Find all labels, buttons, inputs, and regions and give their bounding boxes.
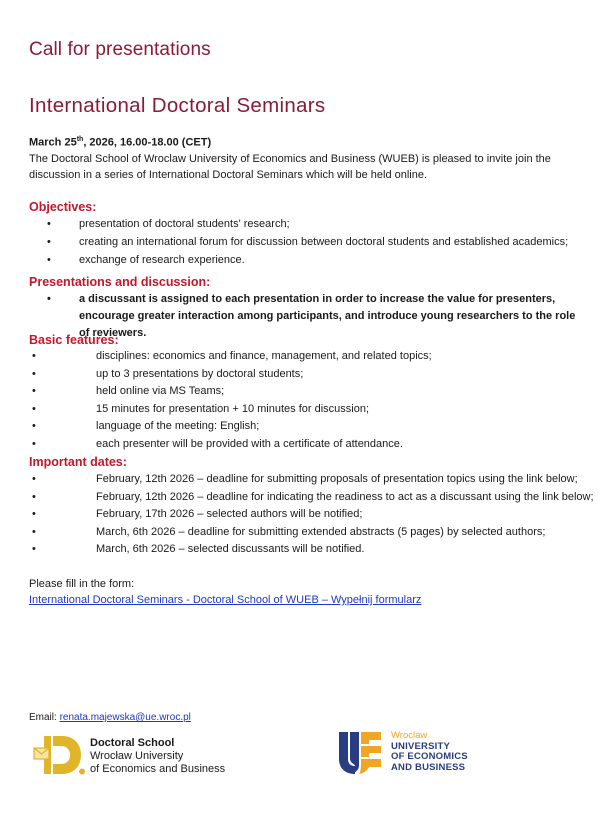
list-item (43, 291, 583, 342)
features-heading: Basic features: (29, 333, 119, 347)
bullet-icon: • (47, 293, 51, 305)
bullet-icon: • (32, 367, 36, 380)
objectives-heading: Objectives: (29, 200, 97, 214)
bullet-icon: • (47, 254, 51, 266)
list-item-text: March, 6th 2026 – selected discussants will be notified. (96, 543, 365, 555)
bullet-icon: • (32, 473, 36, 485)
ue-name-line2: OF ECONOMICS (391, 751, 468, 762)
features-list (29, 348, 432, 453)
ds-name-line1: Doctoral School (90, 737, 175, 749)
list-item-text: March, 6th 2026 – deadline for submitting extended abstracts (5 pages) by selected authors; (96, 525, 546, 538)
list-item (29, 506, 594, 524)
list-item-text: a discussant is assigned to each presentation in order to increase the value for presenters, encourage greater interaction among participants, and introduce young researchers to the role of reviewers. (79, 293, 576, 339)
list-item-text: held online via MS Teams; (96, 385, 225, 397)
doctoral-school-name (90, 737, 225, 776)
list-item (29, 383, 432, 401)
event-date-ordinal: th (76, 136, 84, 143)
event-date-time: , 2026, 16.00-18.00 (CET) (83, 136, 212, 149)
ue-name-line1: UNIVERSITY (391, 740, 451, 752)
presentations-heading: Presentations and discussion: (29, 275, 211, 289)
bullet-icon: • (47, 218, 51, 230)
bullet-icon: • (32, 437, 36, 450)
registration-form-link[interactable]: International Doctoral Seminars - Doctoral School of WUEB – Wypełnij formularz (29, 594, 422, 606)
form-label: Please fill in the form: (29, 578, 135, 590)
list-item-text: creating an international forum for discussion between doctoral students and established academics; (79, 235, 569, 248)
bullet-icon: • (32, 385, 36, 397)
bullet-icon: • (32, 543, 36, 555)
ue-city: Wroclaw (391, 730, 428, 741)
dates-list (29, 471, 594, 559)
bullet-icon: • (32, 420, 36, 432)
bullet-icon: • (32, 525, 36, 538)
list-item (29, 489, 594, 507)
list-item-text: language of the meeting: English; (96, 420, 260, 432)
intro-paragraph: The Doctoral School of Wroclaw University of Economics and Business (WUEB) is pleased to invite join the discussion in a series of International Doctoral Seminars which will be held online. (29, 153, 551, 181)
list-item (29, 541, 594, 559)
list-item (43, 252, 568, 270)
list-item (29, 418, 432, 436)
list-item (29, 524, 594, 542)
email-link[interactable]: renata.majewska@ue.wroc.pl (59, 712, 191, 723)
list-item-text: February, 12th 2026 – deadline for submitting proposals of presentation topics using the link below; (96, 473, 578, 485)
list-item (29, 471, 594, 489)
ds-name-line3: of Economics and Business (90, 763, 226, 775)
dates-heading: Important dates: (29, 455, 127, 469)
doctoral-school-logo-icon (33, 733, 85, 777)
event-date (29, 136, 211, 149)
bullet-icon: • (32, 402, 36, 415)
list-item (43, 216, 568, 234)
university-name (391, 731, 468, 773)
list-item-text: exchange of research experience. (79, 254, 245, 266)
list-item (29, 366, 432, 384)
university-logo-icon (338, 731, 382, 775)
event-date-day: March 25 (29, 136, 77, 149)
list-item-text: each presenter will be provided with a certificate of attendance. (96, 437, 403, 450)
list-item-text: presentation of doctoral students' research; (79, 218, 290, 230)
list-item-text: February, 17th 2026 – selected authors will be notified; (96, 508, 363, 520)
bullet-icon: • (32, 350, 36, 362)
list-item-text: 15 minutes for presentation + 10 minutes for discussion; (96, 402, 370, 415)
ue-name-line3: AND BUSINESS (391, 761, 466, 773)
ds-name-line2: Wrocław University (90, 750, 184, 762)
bullet-icon: • (47, 235, 51, 248)
list-item (29, 401, 432, 419)
list-item (43, 234, 568, 252)
list-item (29, 436, 432, 454)
objectives-list (43, 216, 568, 270)
list-item-text: disciplines: economics and finance, management, and related topics; (96, 350, 432, 362)
bullet-icon: • (32, 508, 36, 520)
list-item-text: February, 12th 2026 – deadline for indicating the readiness to act as a discussant using the link below; (96, 490, 594, 503)
list-item (29, 348, 432, 366)
list-item-text: up to 3 presentations by doctoral students; (96, 367, 304, 380)
presentations-list (43, 291, 583, 342)
bullet-icon: • (32, 490, 36, 503)
page-title: International Doctoral Seminars (29, 94, 326, 117)
kicker-heading: Call for presentations (29, 39, 211, 60)
contact-email-row (29, 712, 191, 723)
email-label: Email: (29, 712, 60, 723)
